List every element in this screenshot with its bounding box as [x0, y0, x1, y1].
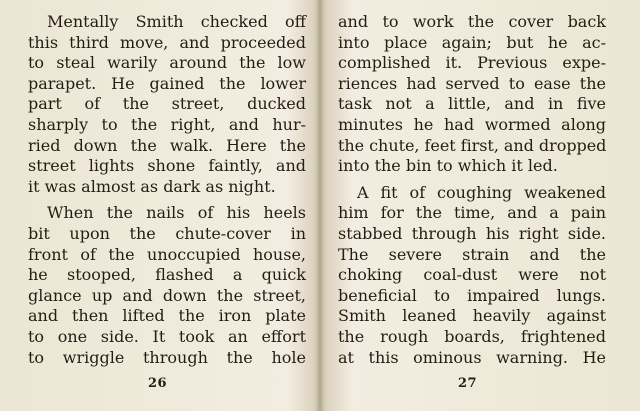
right-page: [324, 0, 640, 411]
text-line: and to work the cover back: [338, 12, 606, 31]
text-line: the rough boards, frightened: [338, 326, 606, 346]
text-line: bit upon the chute-cover in: [28, 223, 306, 243]
text-line: ried down the walk. Here the: [28, 135, 306, 155]
text-line: to one side. It took an effort: [28, 326, 306, 346]
text-line: into the bin to which it led.: [338, 156, 558, 176]
text-line: it was almost as dark as night.: [28, 176, 276, 196]
text-line: stabbed through his right side.: [338, 223, 606, 243]
text-line: beneficial to impaired lungs.: [338, 285, 606, 305]
text-line: glance up and down the street,: [28, 285, 306, 305]
text-line: to wriggle through the hole: [28, 347, 306, 367]
text-line: the chute, feet first, and dropped: [338, 135, 607, 155]
text-line: Mentally Smith checked off: [47, 12, 306, 31]
left-paragraph-2: [28, 203, 306, 368]
page-number: 27: [458, 376, 478, 391]
right-paragraph-1: [338, 12, 606, 177]
text-line: into place again; but he ac-: [338, 32, 606, 52]
text-line: street lights shone faintly, and: [28, 156, 306, 176]
text-line: he stooped, flashed a quick: [28, 265, 306, 285]
text-line: choking coal-dust were not: [338, 265, 606, 285]
text-line: The severe strain and the: [338, 244, 606, 264]
text-line: part of the street, ducked: [28, 94, 306, 114]
text-line: and then lifted the iron plate: [28, 306, 306, 326]
left-page: [0, 0, 316, 411]
text-line: him for the time, and a pain: [338, 203, 606, 223]
text-line: minutes he had wormed along: [338, 114, 606, 134]
text-line: task not a little, and in five: [338, 94, 606, 114]
text-line: When the nails of his heels: [47, 203, 306, 223]
text-line: this third move, and proceeded: [28, 32, 306, 52]
left-paragraph-1: [28, 12, 306, 197]
text-line: A fit of coughing weakened: [357, 182, 606, 202]
text-line: parapet. He gained the lower: [28, 73, 306, 93]
text-line: riences had served to ease the: [338, 73, 606, 93]
text-line: sharply to the right, and hur-: [28, 114, 306, 134]
text-line: to steal warily around the low: [28, 53, 306, 73]
text-line: Smith leaned heavily against: [338, 306, 606, 326]
right-paragraph-2: [338, 183, 606, 368]
page-number: 26: [148, 376, 168, 391]
text-line: front of the unoccupied house,: [28, 244, 306, 264]
text-line: complished it. Previous expe-: [338, 53, 606, 73]
text-line: at this ominous warning. He: [338, 347, 606, 367]
